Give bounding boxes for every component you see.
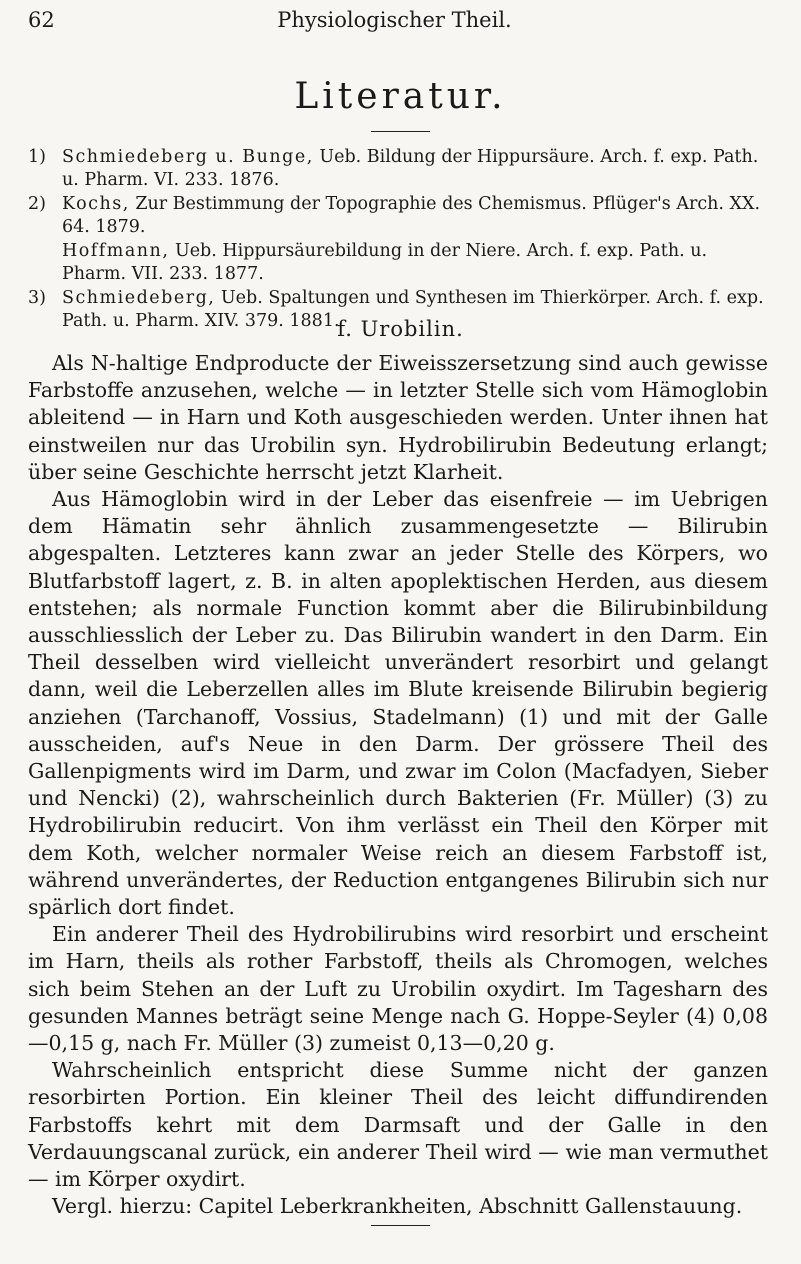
- paragraph: Ein anderer Theil des Hydrobilirubins wird resorbirt und erscheint im Harn, theils als rother Farbstoff, theils als Chromogen, welches sich beim Stehen an der Luft zu Urobilin oxydirt. Im Tagesharn des gesunden Mannes beträgt seine Menge nach G. Hoppe-Seyler (4) 0,08—0,15 g, nach Fr. Müller (3) zumeist 0,13—0,20 g.: [28, 922, 768, 1056]
- reference-authors: Schmiedeberg u. Bunge,: [62, 147, 314, 167]
- reference-text: Ueb. Spaltungen und Synthesen im Thierkörper. Arch. f. exp. Path. u. Pharm. XIV. 379. 1881.: [62, 288, 764, 331]
- body-text: [28, 350, 768, 1221]
- running-head: [28, 8, 761, 34]
- reference-item: [28, 240, 766, 286]
- paragraph: Vergl. hierzu: Capitel Leberkrankheiten, Abschnitt Gallenstauung.: [52, 1194, 743, 1219]
- reference-authors: Schmiedeberg,: [62, 288, 216, 308]
- reference-item: [28, 193, 766, 239]
- paragraph: Aus Hämoglobin wird in der Leber das eisenfreie — im Uebrigen dem Hämatin sehr ähnlich zusammengesetzte — Bilirubin abgespalten. Letzteres kann zwar an jeder Stelle des Körpers, wo Blutfarbstoff lagert, z. B. in alten apoplektischen Herden, aus diesem entstehen; als normale Function kommt aber die Bilirubinbildung ausschliesslich der Leber zu. Das Bilirubin wandert in den Darm. Ein Theil desselben wird vielleicht unverändert resorbirt und gelangt dann, weil die Leberzellen alles im Blute kreisende Bilirubin begierig anziehen (Tarchanoff, Vossius, Stadelmann) (1) und mit der Galle ausscheiden, auf's Neue in den Darm. Der grössere Theil des Gallenpigments wird im Darm, und zwar im Colon (Macfadyen, Sieber und Nencki) (2), wahrscheinlich durch Bakterien (Fr. Müller) (3) zu Hydrobilirubin reducirt. Von ihm verlässt ein Theil den Körper mit dem Koth, welcher normaler Weise reich an diesem Farbstoff ist, während unverändertes, der Reduction entgangenes Bilirubin sich nur spärlich dort findet.: [28, 487, 768, 920]
- running-title: Physiologischer Theil.: [277, 8, 512, 32]
- reference-authors: Kochs,: [62, 194, 130, 214]
- reference-item: [28, 146, 766, 192]
- reference-number: 3): [28, 288, 46, 308]
- reference-text: Zur Bestimmung der Topographie des Chemismus. Pflüger's Arch. XX. 64. 1879.: [62, 194, 761, 237]
- reference-authors: Hoffmann,: [62, 241, 170, 261]
- page-number: 62: [28, 8, 55, 32]
- reference-number: 1): [28, 147, 46, 167]
- paragraph: Wahrscheinlich entspricht diese Summe nicht der ganzen resorbirten Portion. Ein kleiner Theil des leicht diffundirenden Farbstoffs kehrt mit dem Darmsaft und der Galle in den Verdauungscanal zurück, ein anderer Theil wird — wie man vermuthet — im Körper oxydirt.: [28, 1058, 768, 1192]
- reference-text: Ueb. Hippursäurebildung in der Niere. Arch. f. exp. Path. u. Pharm. VII. 233. 1877.: [62, 241, 708, 284]
- end-rule: [371, 1225, 430, 1226]
- title-rule: [371, 131, 430, 132]
- paragraph: Als N-haltige Endproducte der Eiweisszersetzung sind auch gewisse Farbstoffe anzusehen, welche — in letzter Stelle sich vom Hämoglobin ableitend — in Harn und Koth ausgeschieden werden. Unter ihnen hat einstweilen nur das Urobilin syn. Hydrobilirubin Bedeutung erlangt; über seine Geschichte herrscht jetzt Klarheit.: [28, 351, 768, 484]
- reference-number: 2): [28, 194, 46, 214]
- reference-list: [28, 146, 766, 334]
- subsection-title: f. Urobilin.: [337, 317, 464, 341]
- section-title: Literatur.: [294, 76, 507, 117]
- reference-text: Ueb. Bildung der Hippursäure. Arch. f. exp. Path. u. Pharm. VI. 233. 1876.: [62, 147, 759, 190]
